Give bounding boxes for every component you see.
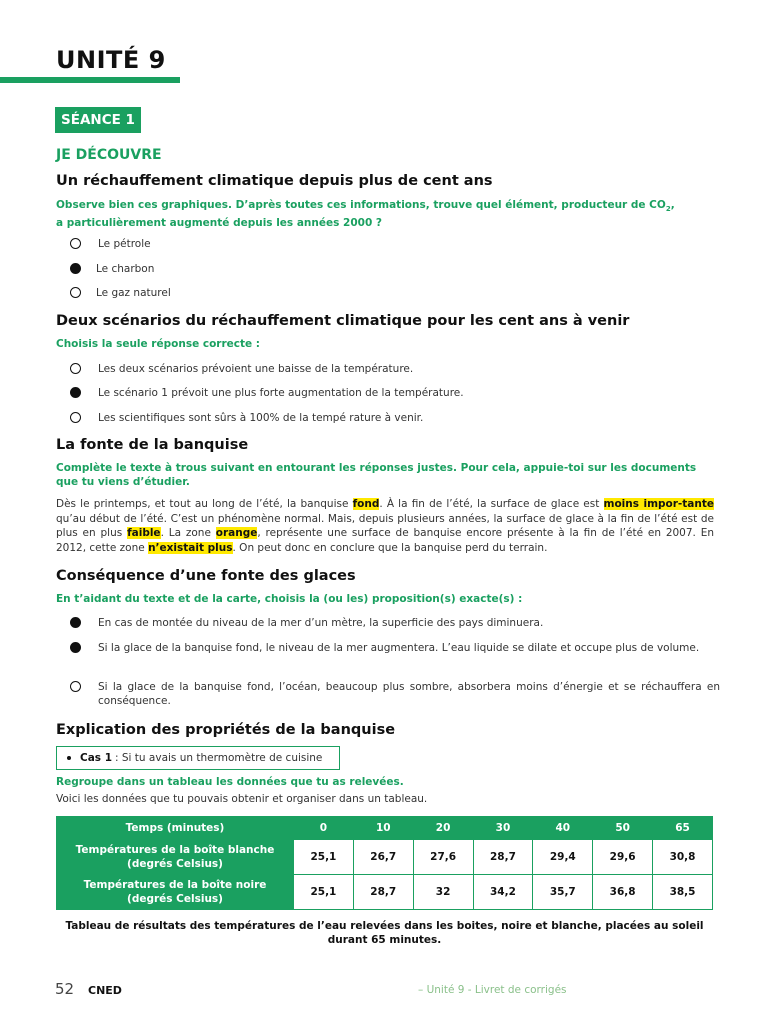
table-cell: 32	[413, 875, 473, 910]
option-label: Si la glace de la banquise fond, l’océan, beaucoup plus sombre, absorbera moins d’énergie et se réchauffera en conséquence.	[98, 681, 720, 707]
header-cell: 50	[593, 817, 653, 840]
row-label-black	[57, 875, 294, 910]
radio-icon[interactable]	[70, 412, 81, 423]
table-row	[57, 875, 713, 910]
option-petrole[interactable]	[70, 237, 720, 251]
instruction-consequence: En t’aidant du texte et de la carte, choisis la (ou les) proposition(s) exacte(s) :	[56, 593, 523, 605]
radio-icon[interactable]	[70, 681, 81, 692]
option-scenario-sure[interactable]	[70, 411, 720, 425]
radio-checked-icon[interactable]	[70, 263, 81, 274]
option-gaz[interactable]	[70, 286, 720, 300]
heading-banquise: La fonte de la banquise	[56, 437, 249, 453]
answer-moins-importante: moins impor-tante	[603, 498, 714, 510]
cloze-paragraph	[56, 497, 714, 555]
table-cell: 34,2	[473, 875, 533, 910]
option-charbon[interactable]	[70, 262, 720, 276]
option-label: Le scénario 1 prévoit une plus forte augmentation de la température.	[98, 387, 464, 399]
option-ocean-sombre[interactable]	[70, 680, 720, 708]
text: , représente une surface de banquise encore présente à la fin de l’été en 2007. En 2012, cette zone	[56, 527, 715, 554]
cas-text: : Si tu avais un thermomètre de cuisine	[115, 752, 323, 764]
option-niveau-mer[interactable]	[70, 641, 720, 655]
instruction-line2: a particulièrement augmenté depuis les années 2000 ?	[56, 217, 382, 230]
table-cell: 36,8	[593, 875, 653, 910]
unit-title: UNITÉ 9	[56, 46, 166, 74]
radio-checked-icon[interactable]	[70, 387, 81, 398]
option-label: En cas de montée du niveau de la mer d’un mètre, la superficie des pays diminuera.	[98, 617, 544, 629]
table-cell: 28,7	[473, 840, 533, 875]
option-label: Le charbon	[96, 263, 155, 275]
answer-faible: faible	[127, 527, 161, 539]
table-cell: 38,5	[653, 875, 713, 910]
heading-consequence: Conséquence d’une fonte des glaces	[56, 568, 356, 584]
radio-icon[interactable]	[70, 238, 81, 249]
cas-label: Cas 1	[80, 752, 113, 764]
heading-proprietes: Explication des propriétés de la banquise	[56, 722, 396, 738]
table-cell: 25,1	[294, 875, 354, 910]
text: . La zone	[160, 527, 216, 539]
text: qu’au début de l’été. C’est un phénomène normal. Mais, depuis plusieurs années, la surface de glace à la fin de l’été est de plus en plus	[56, 512, 714, 539]
table-cell: 35,7	[533, 875, 593, 910]
instruction-scenarios: Choisis la seule réponse correcte :	[56, 338, 260, 350]
table-caption	[56, 920, 713, 947]
radio-checked-icon[interactable]	[70, 617, 81, 628]
option-label: Les scientifiques sont sûrs à 100% de la tempé rature à venir.	[98, 412, 424, 424]
table-header-row	[57, 817, 713, 840]
option-superficie[interactable]	[70, 616, 720, 630]
temperature-table	[56, 816, 713, 910]
row-label-line1: Températures de la boîte noire	[83, 879, 267, 891]
header-temps: Temps (minutes)	[57, 817, 294, 840]
answer-fond: fond	[352, 498, 380, 510]
radio-icon[interactable]	[70, 287, 81, 298]
footer-text: – Unité 9 - Livret de corrigés	[418, 984, 567, 996]
header-cell: 65	[653, 817, 713, 840]
option-label: Les deux scénarios prévoient une baisse de la température.	[98, 363, 414, 375]
option-scenario-baisse[interactable]	[70, 362, 720, 376]
table-cell: 26,7	[353, 840, 413, 875]
instruction-text: Observe bien ces graphiques. D’après toutes ces informations, trouve quel élément, producteur de CO	[56, 199, 666, 211]
row-label-white	[57, 840, 294, 875]
caption-line1: Tableau de résultats des températures de l’eau relevées dans les boites, noire et blanche, placées au soleil	[65, 920, 704, 932]
heading-warming: Un réchauffement climatique depuis plus de cent ans	[56, 173, 493, 189]
brand-cned: CNED	[88, 984, 122, 997]
section-discover: JE DÉCOUVRE	[56, 147, 162, 163]
option-label: Si la glace de la banquise fond, le niveau de la mer augmentera. L’eau liquide se dilate et occupe plus de volume.	[98, 642, 700, 654]
instruction-tableau: Regroupe dans un tableau les données que tu as relevées.	[56, 776, 404, 788]
table-cell: 29,4	[533, 840, 593, 875]
row-label-line2: (degrés Celsius)	[127, 858, 223, 870]
row-label-line1: Températures de la boîte blanche	[75, 844, 275, 856]
table-cell: 27,6	[413, 840, 473, 875]
bullet-icon	[67, 756, 71, 760]
text: . À la fin de l’été, la surface de glace est	[379, 498, 604, 510]
table-cell: 25,1	[294, 840, 354, 875]
row-label-line2: (degrés Celsius)	[127, 893, 223, 905]
text: Dès le printemps, et tout au long de l’été, la banquise	[56, 498, 353, 510]
caption-line2: durant 65 minutes.	[327, 933, 442, 946]
instruction-comma: ,	[670, 199, 675, 211]
header-cell: 10	[353, 817, 413, 840]
intro-text: Voici les données que tu pouvais obtenir et organiser dans un tableau.	[56, 793, 428, 805]
radio-icon[interactable]	[70, 363, 81, 374]
table-cell: 29,6	[593, 840, 653, 875]
header-cell: 40	[533, 817, 593, 840]
seance-badge: SÉANCE 1	[55, 107, 141, 133]
option-label: Le gaz naturel	[96, 287, 171, 299]
header-cell: 20	[413, 817, 473, 840]
header-cell: 0	[294, 817, 354, 840]
text: . On peut donc en conclure que la banquise perd du terrain.	[232, 541, 548, 554]
option-scenario-1[interactable]	[70, 386, 720, 400]
page-number: 52	[55, 980, 75, 998]
option-label: Le pétrole	[98, 238, 151, 250]
unit-title-rule	[0, 77, 180, 83]
table-cell: 30,8	[653, 840, 713, 875]
instruction-warming	[56, 198, 721, 230]
co2-subscript: 2	[665, 205, 671, 214]
instruction-banquise: Complète le texte à trous suivant en entourant les réponses justes. Pour cela, appuie-toi sur les documents que tu viens d’étudier.	[56, 462, 697, 488]
table-cell: 28,7	[353, 875, 413, 910]
cas-1-box	[56, 746, 340, 770]
header-cell: 30	[473, 817, 533, 840]
heading-scenarios: Deux scénarios du réchauffement climatique pour les cent ans à venir	[56, 313, 630, 329]
radio-checked-icon[interactable]	[70, 642, 81, 653]
answer-orange: orange	[215, 527, 258, 539]
table-row	[57, 840, 713, 875]
answer-nexistait-plus: n’existait plus	[148, 541, 233, 554]
